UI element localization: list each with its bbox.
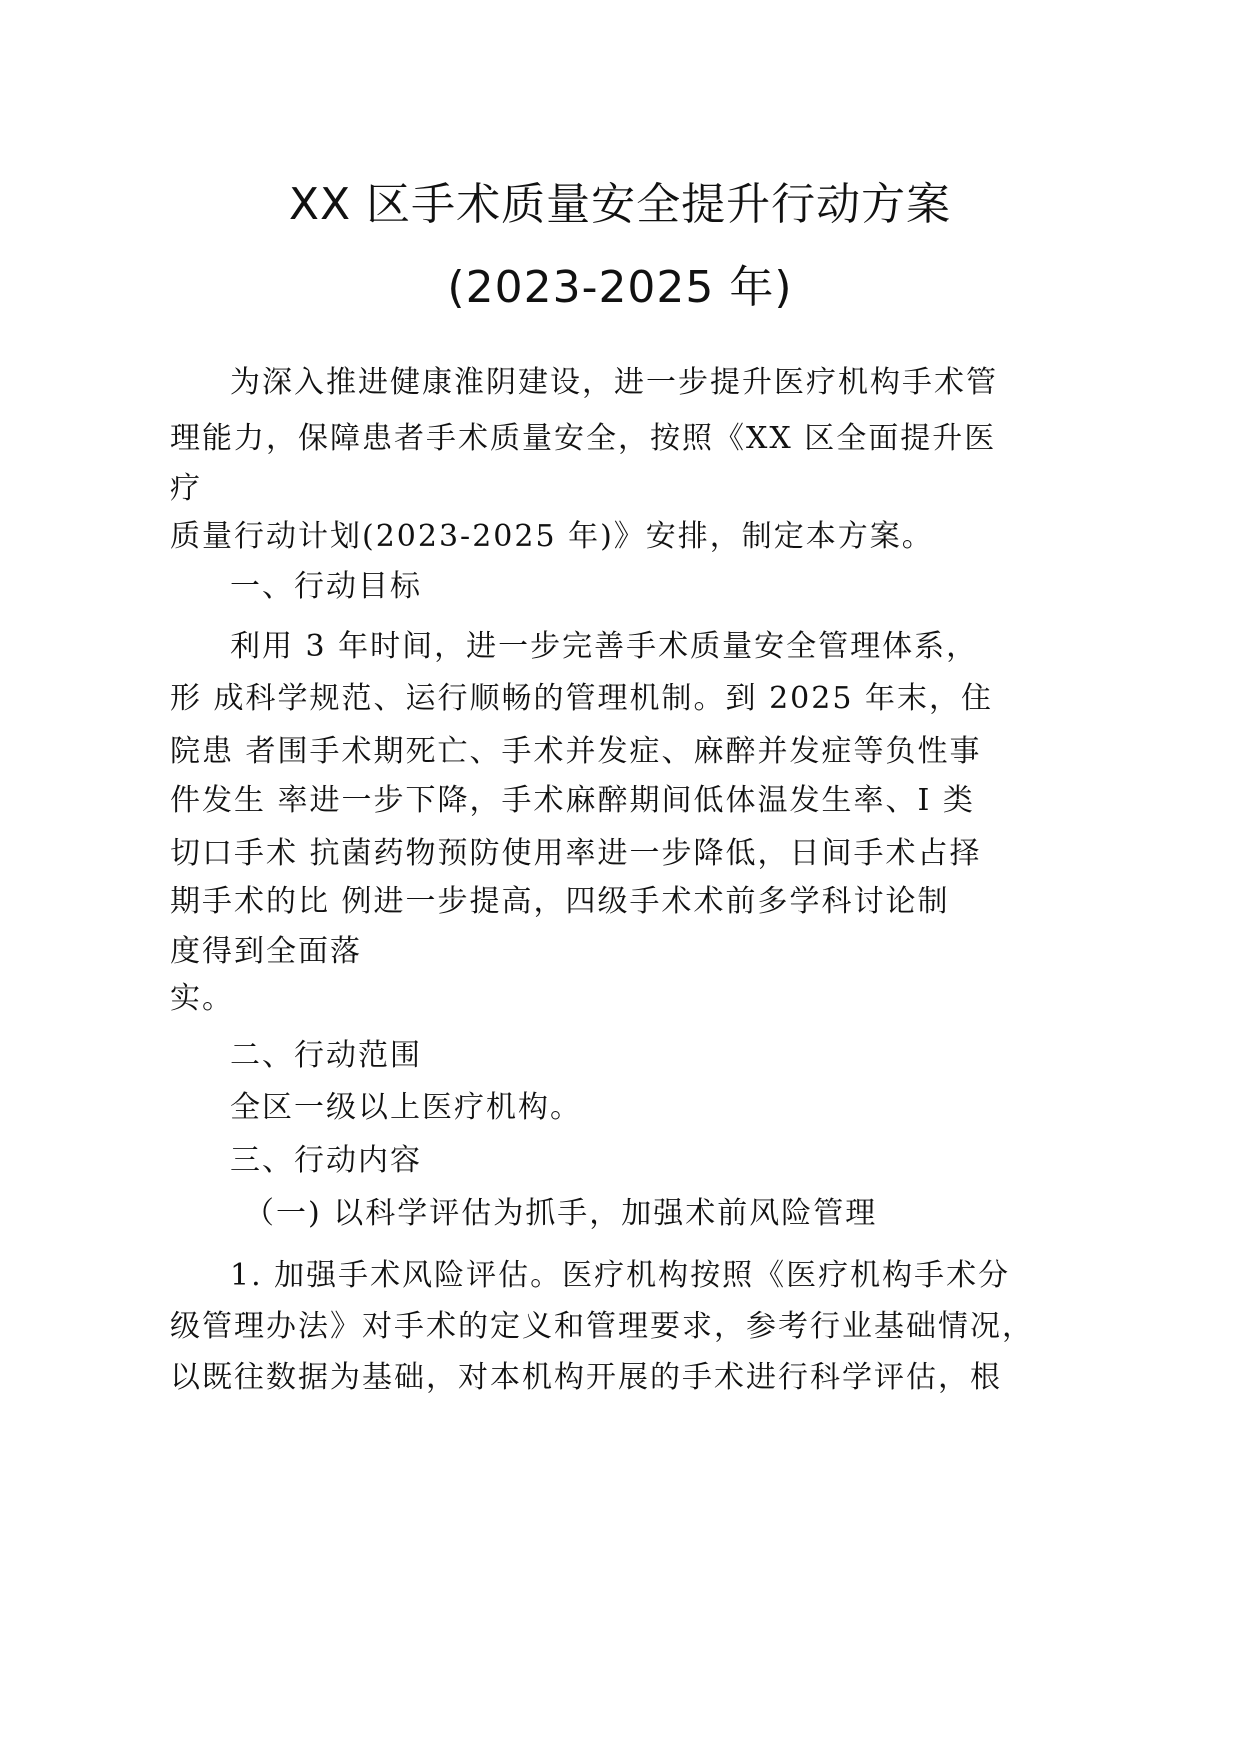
- section-heading-scope: 二、行动范围: [230, 1038, 422, 1073]
- paragraph-goals-line-4: 件发生 率进一步下降，手术麻醉期间低体温发生率、I 类: [170, 783, 975, 818]
- section-heading-goals: 一、行动目标: [230, 569, 422, 604]
- paragraph-goals-line-1: 利用 3 年时间，进一步完善手术质量安全管理体系，: [230, 629, 979, 664]
- paragraph-scope: 全区一级以上医疗机构。: [230, 1090, 582, 1125]
- subsection-heading-1: （一) 以科学评估为抓手，加强术前风险管理: [244, 1196, 878, 1231]
- document-title: XX 区手术质量安全提升行动方案: [288, 179, 952, 230]
- paragraph-intro-line-4: 质量行动计划(2023-2025 年)》安排，制定本方案。: [170, 519, 934, 554]
- paragraph-intro-line-3: 疗: [170, 471, 202, 506]
- paragraph-intro-line-1: 为深入推进健康淮阴建设，进一步提升医疗机构手术管: [230, 365, 998, 400]
- paragraph-goals-line-5: 切口手术 抗菌药物预防使用率进一步降低，日间手术占择: [170, 836, 982, 871]
- paragraph-intro-line-2: 理能力，保障患者手术质量安全，按照《XX 区全面提升医: [170, 421, 997, 456]
- paragraph-goals-line-7: 度得到全面落: [170, 934, 362, 969]
- paragraph-goals-line-6: 期手术的比 例进一步提高，四级手术术前多学科讨论制: [170, 884, 950, 919]
- paragraph-goals-line-8: 实。: [170, 981, 234, 1016]
- paragraph-risk-line-2: 级管理办法》对手术的定义和管理要求，参考行业基础情况，: [170, 1309, 1034, 1344]
- paragraph-risk-line-1: 1. 加强手术风险评估。医疗机构按照《医疗机构手术分: [230, 1258, 1011, 1293]
- paragraph-risk-line-3: 以既往数据为基础，对本机构开展的手术进行科学评估，根: [170, 1360, 1002, 1395]
- document-subtitle-years: (2023-2025 年): [447, 262, 793, 313]
- paragraph-goals-line-3: 院患 者围手术期死亡、手术并发症、麻醉并发症等负性事: [170, 734, 982, 769]
- paragraph-goals-line-2: 形 成科学规范、运行顺畅的管理机制。到 2025 年末，住: [170, 681, 993, 716]
- section-heading-content: 三、行动内容: [230, 1143, 422, 1178]
